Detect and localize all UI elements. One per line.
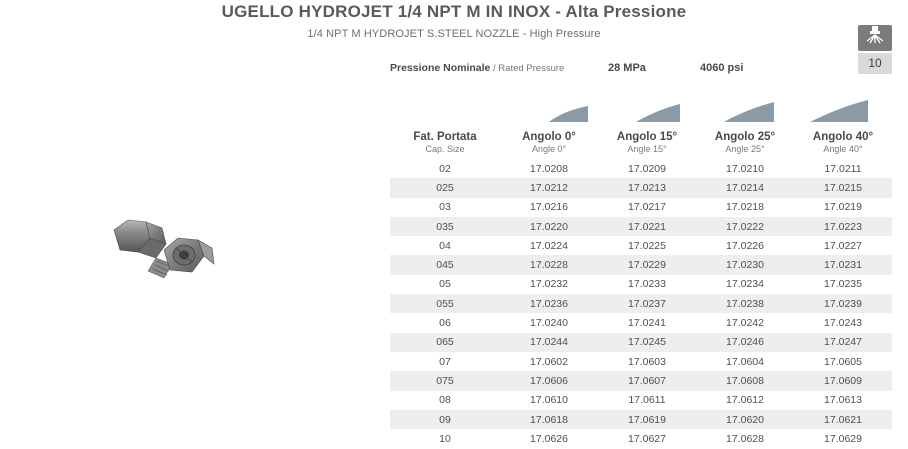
cell-code: 17.0241 (628, 317, 666, 330)
cell-size: 035 (390, 217, 500, 236)
table-row (390, 236, 892, 255)
cell-code: 17.0213 (598, 178, 696, 197)
cell-code: 17.0604 (726, 355, 764, 368)
cell-code: 17.0628 (726, 432, 764, 445)
cell-code: 17.0242 (726, 317, 764, 330)
spray-pattern-15 (598, 96, 696, 129)
cell-size: 065 (390, 333, 500, 352)
cell-code: 17.0603 (628, 355, 666, 368)
rated-pressure-psi: 4060 psi (700, 62, 744, 74)
cell-code: 17.0244 (500, 333, 598, 352)
fan-40-icon (802, 96, 884, 124)
col-header-angle0-en: Angle 0° (531, 144, 567, 154)
cell-size: 02 (439, 162, 451, 175)
cell-code: 17.0223 (794, 217, 892, 236)
table-row (390, 429, 892, 448)
cell-size: 07 (439, 355, 451, 368)
badge-number: 10 (858, 53, 892, 74)
col-header-size-it: Fat. Portata (413, 131, 477, 143)
table-row (390, 410, 892, 429)
cell-code: 17.0217 (628, 201, 666, 214)
cell-code: 17.0607 (598, 371, 696, 390)
cell-code: 17.0227 (824, 239, 862, 252)
spray-pattern-row (390, 96, 892, 129)
cell-code: 17.0620 (696, 410, 794, 429)
cell-code: 17.0214 (696, 178, 794, 197)
table-row (390, 178, 892, 197)
col-header-angle40-en: Angle 40° (823, 144, 863, 154)
cell-code: 17.0247 (794, 333, 892, 352)
nozzle-badge (858, 22, 892, 74)
table-row (390, 198, 892, 217)
spray-pattern-empty (390, 96, 500, 129)
cell-size: 04 (439, 239, 451, 252)
page-title: UGELLO HYDROJET 1/4 NPT M IN INOX - Alta Pressione (221, 2, 687, 21)
col-header-angle25-en: Angle 25° (725, 144, 765, 154)
cell-size: 03 (439, 201, 451, 214)
cell-code: 17.0245 (598, 333, 696, 352)
page-header (0, 0, 908, 40)
table-row (390, 333, 892, 352)
spray-nozzle-icon (858, 25, 892, 51)
cell-code: 17.0226 (726, 239, 764, 252)
table-row (390, 159, 892, 178)
cell-code: 17.0230 (696, 255, 794, 274)
cell-code: 17.0609 (794, 371, 892, 390)
fan-0-icon (508, 96, 590, 124)
cell-code: 17.0228 (500, 255, 598, 274)
rated-pressure-label-it: Pressione Nominale (390, 62, 491, 74)
rated-pressure-label-en: Rated Pressure (498, 63, 565, 74)
rated-pressure-row (390, 62, 860, 78)
cell-code: 17.0602 (530, 355, 568, 368)
rated-pressure-mpa: 28 MPa (608, 62, 646, 74)
cell-code: 17.0240 (530, 317, 568, 330)
cell-code: 17.0610 (530, 394, 568, 407)
cell-code: 17.0608 (696, 371, 794, 390)
cell-code: 17.0627 (628, 432, 666, 445)
cell-size: 06 (439, 317, 451, 330)
cell-code: 17.0235 (824, 278, 862, 291)
cell-size: 05 (439, 278, 451, 291)
cell-code: 17.0224 (530, 239, 568, 252)
cell-code: 17.0234 (726, 278, 764, 291)
cell-code: 17.0218 (726, 201, 764, 214)
fan-15-icon (606, 96, 688, 124)
table-header-en (390, 144, 892, 159)
table-row (390, 371, 892, 390)
cell-size: 09 (390, 410, 500, 429)
cell-code: 17.0225 (628, 239, 666, 252)
cell-code: 17.0220 (500, 217, 598, 236)
cell-code: 17.0605 (824, 355, 862, 368)
col-header-angle0-it: Angolo 0° (522, 131, 576, 143)
cell-code: 17.0618 (500, 410, 598, 429)
cell-code: 17.0212 (500, 178, 598, 197)
page-subtitle: 1/4 NPT M HYDROJET S.STEEL NOZZLE - High Pressure (307, 28, 601, 40)
table-row (390, 391, 892, 410)
spray-pattern-25 (696, 96, 794, 129)
cell-code: 17.0232 (530, 278, 568, 291)
rated-pressure-label-sep: / (490, 63, 499, 74)
cell-size: 075 (390, 371, 500, 390)
col-header-angle25-it: Angolo 25° (714, 131, 776, 143)
cell-code: 17.0619 (598, 410, 696, 429)
col-header-angle15-en: Angle 15° (627, 144, 667, 154)
table-row (390, 352, 892, 371)
cell-code: 17.0215 (794, 178, 892, 197)
nozzle-code-table (390, 96, 892, 448)
cell-code: 17.0238 (696, 294, 794, 313)
rated-pressure-label (390, 62, 564, 74)
cell-code: 17.0629 (824, 432, 862, 445)
cell-code: 17.0246 (696, 333, 794, 352)
cell-code: 17.0221 (598, 217, 696, 236)
cell-code: 17.0243 (824, 317, 862, 330)
cell-size: 055 (390, 294, 500, 313)
cell-code: 17.0231 (794, 255, 892, 274)
cell-code: 17.0237 (598, 294, 696, 313)
table-row (390, 217, 892, 236)
cell-code: 17.0626 (530, 432, 568, 445)
table-row (390, 255, 892, 274)
cell-code: 17.0611 (628, 394, 666, 407)
cell-code: 17.0222 (696, 217, 794, 236)
table-header-it (390, 129, 892, 144)
cell-code: 17.0233 (628, 278, 666, 291)
cell-code: 17.0236 (500, 294, 598, 313)
product-image (100, 210, 240, 300)
cell-code: 17.0612 (726, 394, 764, 407)
spray-pattern-40 (794, 96, 892, 129)
cell-code: 17.0216 (530, 201, 568, 214)
col-header-size-en: Cap. Size (425, 144, 465, 154)
cell-code: 17.0211 (824, 162, 862, 175)
cell-size: 025 (390, 178, 500, 197)
cell-size: 045 (390, 255, 500, 274)
cell-size: 08 (439, 394, 451, 407)
cell-code: 17.0208 (530, 162, 568, 175)
table-row (390, 294, 892, 313)
col-header-angle15-it: Angolo 15° (616, 131, 678, 143)
cell-size: 10 (439, 432, 451, 445)
table-body (390, 159, 892, 448)
col-header-angle40-it: Angolo 40° (812, 131, 874, 143)
cell-code: 17.0229 (598, 255, 696, 274)
cell-code: 17.0239 (794, 294, 892, 313)
cell-code: 17.0210 (726, 162, 764, 175)
cell-code: 17.0621 (794, 410, 892, 429)
cell-code: 17.0219 (824, 201, 862, 214)
fan-25-icon (704, 96, 786, 124)
cell-code: 17.0613 (824, 394, 862, 407)
cell-code: 17.0606 (500, 371, 598, 390)
table-row (390, 313, 892, 332)
cell-code: 17.0209 (628, 162, 666, 175)
spray-pattern-0 (500, 96, 598, 129)
table-row (390, 275, 892, 294)
